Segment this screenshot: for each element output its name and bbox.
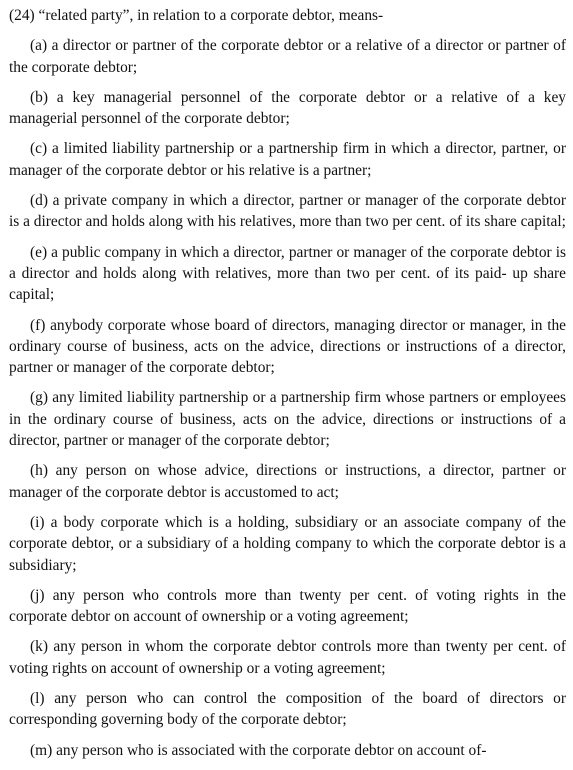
clause-i: (i) a body corporate which is a holding, subsidiary or an associate company of the corporate debtor, or a subsidiary of a holding company to which the corporate debtor is a subsidiary;	[9, 513, 566, 574]
clause-m: (m) any person who is associated with the corporate debtor on account of-	[30, 741, 487, 759]
clause-d: (d) a private company in which a director, partner or manager of the corporate debtor is a director and holds along with his relatives, more than two per cent. of its share capital;	[9, 192, 566, 231]
clause-h: (h) any person on whose advice, directions or instructions, a director, partner or manager of the corporate debtor is accustomed to act;	[9, 462, 566, 501]
clause-j: (j) any person who controls more than twenty per cent. of voting rights in the corporate debtor on account of ownership or a voting agreement;	[9, 586, 566, 626]
clause-e: (e) a public company in which a director, partner or manager of the corporate debtor is a director and holds along with relatives, more than two per cent. of its paid- up share capital;	[9, 243, 566, 304]
section-heading: (24) “related party”, in relation to a corporate debtor, means-	[9, 7, 384, 24]
clause-c: (c) a limited liability partnership or a partnership firm in which a director, partner, or manager of the corporate debtor or his relative is a partner;	[9, 140, 566, 179]
clause-g: (g) any limited liability partnership or a partnership firm whose partners or employees in the ordinary course of business, acts on the advice, directions or instructions of a director, partner or manager of the corporate debtor;	[9, 389, 566, 450]
clause-f: (f) anybody corporate whose board of directors, managing director or manager, in the ordinary course of business, acts on the advice, directions or instructions of a director, partner or manager of the corporate debtor;	[9, 316, 566, 377]
clause-l: (l) any person who can control the composition of the board of directors or corresponding governing body of the corporate debtor;	[9, 690, 566, 729]
clause-k: (k) any person in whom the corporate debtor controls more than twenty per cent. of voting rights on account of ownership or a voting agreement;	[9, 638, 566, 677]
clause-b: (b) a key managerial personnel of the corporate debtor or a relative of a key managerial personnel of the corporate debtor;	[9, 88, 566, 128]
document-body	[9, 5, 566, 770]
clause-a: (a) a director or partner of the corporate debtor or a relative of a director or partner of the corporate debtor;	[9, 37, 566, 76]
